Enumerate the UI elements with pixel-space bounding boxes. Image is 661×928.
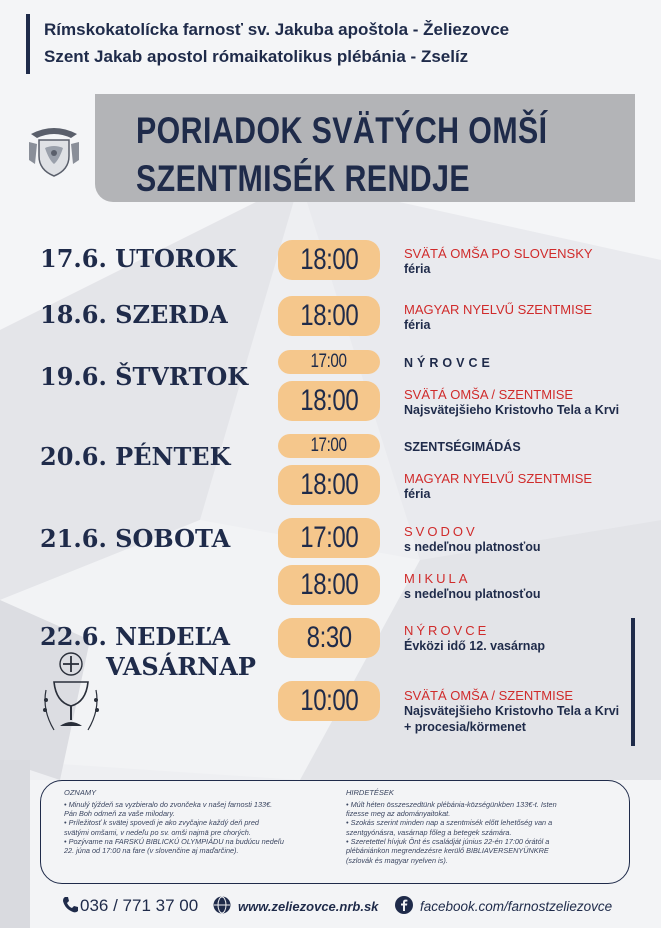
location-label: SVODOV — [404, 524, 478, 539]
time-badge: 18:00 — [278, 565, 380, 605]
globe-icon — [212, 895, 232, 915]
adoration-label: SZENTSÉGIMÁDÁS — [404, 440, 521, 454]
day-label-sunday-hu: VASÁRNAP — [106, 652, 256, 681]
coat-of-arms-icon — [25, 120, 83, 178]
mass-type-label: MAGYAR NYELVŰ SZENTMISE — [404, 471, 593, 486]
parish-name-hu: Szent Jakab apostol rómaikatolikus plébánia - Zselíz — [44, 47, 469, 66]
time-badge: 17:00 — [278, 350, 380, 374]
mass-type-label: MAGYAR NYELVŰ SZENTMISE — [404, 302, 593, 317]
website-link[interactable]: www.zeliezovce.nrb.sk — [238, 899, 379, 914]
time-badge: 17:00 — [278, 518, 380, 558]
facebook-icon — [394, 895, 414, 915]
time-badge: 10:00 — [278, 681, 380, 721]
mass-note-label: féria — [404, 318, 431, 332]
procession-label: + procesia/körmenet — [404, 720, 526, 734]
day-label-tuesday: 17.6. UTOROK — [40, 244, 237, 273]
notices-sk — [64, 788, 334, 856]
sunday-accent-bar — [631, 618, 635, 746]
time-badge: 18:00 — [278, 381, 380, 421]
parish-name-sk: Rímskokatolícka farnosť sv. Jakuba apoštola - Želiezovce — [44, 20, 510, 39]
notice-line: • Szeretettel hívjuk Önt és családját június 22-én 17:00 órától a — [346, 836, 550, 846]
notices-hu-title: HIRDETÉSEK — [346, 788, 394, 797]
mass-note-label: féria — [404, 262, 431, 276]
day-label-friday: 20.6. PÉNTEK — [40, 442, 231, 471]
mass-note-label: Évközi idő 12. vasárnap — [404, 639, 546, 653]
mass-note-label: s nedeľnou platnosťou — [404, 540, 541, 554]
phone-icon — [60, 895, 80, 915]
mass-type-label: SVÄTÁ OMŠA / SZENTMISE — [404, 688, 574, 703]
notice-line: (szlovák és magyar nyelven is). — [346, 855, 448, 865]
title-hu: SZENTMISÉK RENDJE — [136, 158, 471, 199]
title-sk: PORIADOK SVÄTÝCH OMŠÍ — [136, 110, 548, 151]
chalice-icon — [38, 650, 104, 742]
notice-line: • Príležitosť k svätej spovedi je ako zvyčajne každý deň pred — [64, 818, 259, 828]
notice-line: Pán Boh odmeň za vaše milodary. — [64, 808, 175, 818]
day-label-thursday: 19.6. ŠTVRTOK — [40, 362, 249, 391]
location-label: NÝROVCE — [404, 356, 494, 370]
mass-type-label: SVÄTÁ OMŠA / SZENTMISE — [404, 387, 574, 402]
facebook-link[interactable]: facebook.com/farnostzeliezovce — [420, 899, 613, 914]
mass-note-label: Najsvätejšieho Kristovho Tela a Krvi — [404, 403, 620, 417]
time-badge: 18:00 — [278, 240, 380, 280]
notice-line: • Minulý týždeň sa vyzbieralo do zvončeka v našej farnosti 133€. — [64, 799, 273, 809]
phone-number[interactable]: 036 / 771 37 00 — [80, 896, 199, 915]
mass-note-label: Najsvätejšieho Kristovho Tela a Krvi — [404, 704, 620, 718]
notice-line: plébániánkon megrendezésre kerülő BIBLIAVERSENYÜNKRE — [346, 846, 549, 856]
time-badge: 18:00 — [278, 465, 380, 505]
header-accent-bar — [26, 14, 30, 74]
day-label-wednesday: 18.6. SZERDA — [40, 300, 228, 329]
mass-type-label: SVÄTÁ OMŠA PO SLOVENSKY — [404, 246, 593, 261]
mass-note-label: s nedeľnou platnosťou — [404, 587, 541, 601]
notices-hu — [346, 788, 616, 865]
notice-line: fizesse meg az adományaitokat. — [346, 808, 451, 818]
mass-note-label: féria — [404, 487, 431, 501]
notice-line: 22. júna od 17:00 na fare (v slovenčine aj maďarčine). — [64, 846, 239, 856]
time-badge: 17:00 — [278, 434, 380, 458]
notice-line: • Szokás szerint minden nap a szentmisék előtt lehetőség van a — [346, 818, 553, 828]
notices-sk-title: OZNAMY — [64, 788, 97, 797]
time-badge: 18:00 — [278, 296, 380, 336]
time-badge: 8:30 — [278, 618, 380, 658]
notice-line: szentgyónásra, vasárnap főleg a betegek számára. — [346, 827, 512, 837]
day-label-saturday: 21.6. SOBOTA — [40, 524, 231, 553]
day-label-sunday: 22.6. NEDEĽA — [40, 622, 230, 651]
location-label: NÝROVCE — [404, 623, 490, 638]
notice-line: • Múlt héten összeszedtünk plébánia-községünkben 133€-t. Isten — [346, 799, 557, 809]
location-label: MIKULA — [404, 571, 471, 586]
notice-line: svätými omšami, v nedeľu po sv. omši najmä pre chorých. — [64, 827, 251, 837]
notice-line: • Pozývame na FARSKÚ BIBLICKÚ OLYMPIÁDU na budúcu nedeľu — [64, 836, 284, 846]
